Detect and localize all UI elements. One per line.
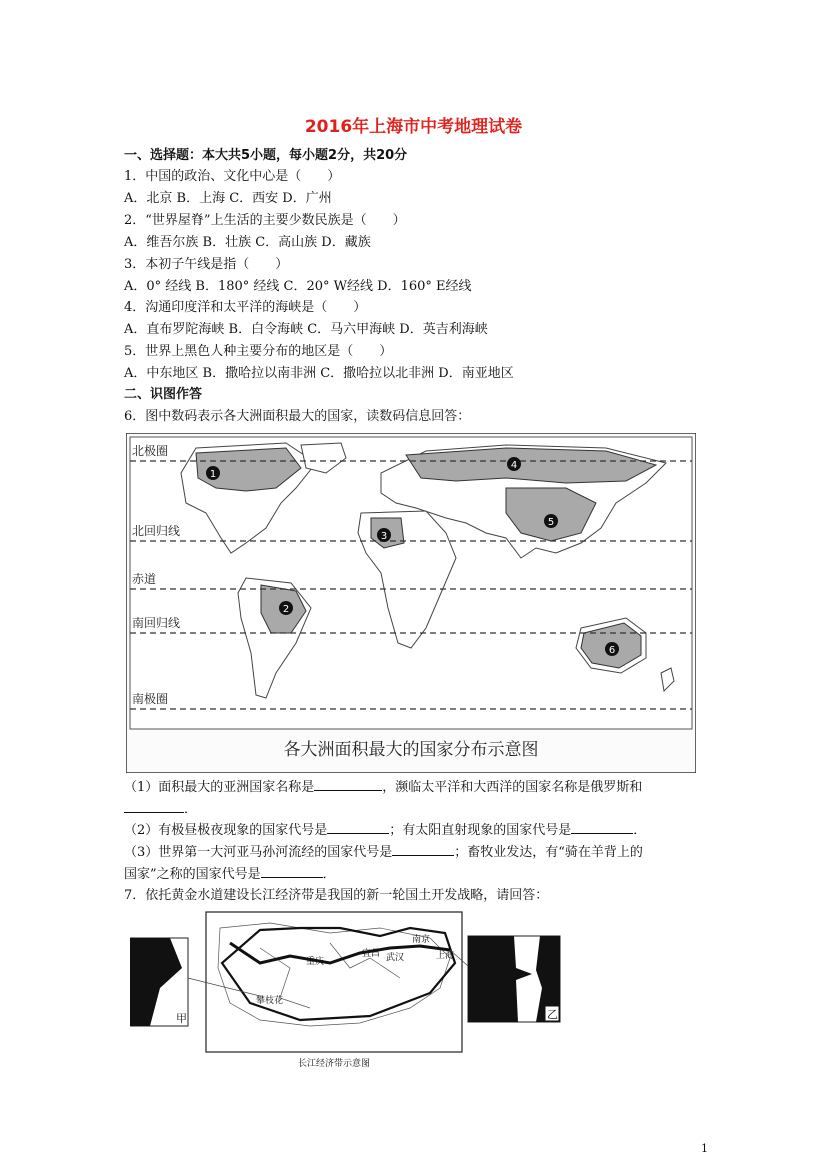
marker-4: 4 bbox=[510, 460, 518, 471]
question-5-options: A．中东地区 B．撒哈拉以南非洲 C．撒哈拉以北非洲 D．南亚地区 bbox=[124, 366, 514, 381]
question-6-3-cont: 国家”之称的国家代号是 ． bbox=[124, 864, 336, 885]
inset-left-label: 甲 bbox=[176, 1012, 187, 1025]
answer-blank-6-1b[interactable] bbox=[124, 799, 184, 813]
marker-5: 5 bbox=[547, 517, 555, 528]
city-chongqing: 重庆 bbox=[306, 957, 325, 967]
question-2: 2．“世界屋脊”上生活的主要少数民族是（ ） bbox=[124, 213, 406, 228]
question-3: 3．本初子午线是指（ ） bbox=[124, 257, 289, 272]
question-4: 4．沟通印度洋和太平洋的海峡是（ ） bbox=[124, 300, 367, 315]
label-antarctic-circle: 南极圈 bbox=[132, 692, 169, 706]
question-5: 5．世界上黑色人种主要分布的地区是（ ） bbox=[124, 344, 393, 359]
label-arctic-circle: 北极圈 bbox=[132, 444, 169, 458]
city-wuhan: 武汉 bbox=[386, 953, 405, 963]
question-1: 1．中国的政治、文化中心是（ ） bbox=[124, 169, 341, 184]
question-6-1-cont: ． bbox=[124, 799, 197, 820]
marker-2: 2 bbox=[282, 604, 290, 615]
inset-right-label: 乙 bbox=[547, 1008, 558, 1021]
marker-6: 6 bbox=[608, 645, 616, 656]
question-6: 6．图中数码表示各大洲面积最大的国家，读数码信息回答： bbox=[124, 409, 471, 424]
city-nanjing: 南京 bbox=[412, 935, 431, 945]
question-4-options: A．直布罗陀海峡 B．白令海峡 C．马六甲海峡 D．英吉利海峡 bbox=[124, 322, 488, 337]
yangtze-belt-figure bbox=[130, 908, 600, 1072]
answer-blank-6-3b[interactable] bbox=[261, 864, 323, 878]
question-6-2: （2）有极昼极夜现象的国家代号是 ；有太阳直射现象的国家代号是 ． bbox=[124, 820, 646, 841]
question-1-options: A．北京 B．上海 C．西安 D．广州 bbox=[124, 191, 332, 206]
question-2-options: A．维吾尔族 B．壮族 C．高山族 D．藏族 bbox=[124, 235, 371, 250]
map-caption: 各大洲面积最大的国家分布示意图 bbox=[283, 740, 539, 760]
answer-blank-6-3a[interactable] bbox=[392, 842, 454, 856]
question-7: 7．依托黄金水道建设长江经济带是我国的新一轮国土开发战略，请回答： bbox=[124, 888, 549, 903]
paper-title: 2016年上海市中考地理试卷 bbox=[304, 117, 523, 137]
marker-3: 3 bbox=[380, 531, 388, 542]
city-yichang: 宜昌 bbox=[362, 949, 381, 959]
marker-1: 1 bbox=[209, 469, 217, 480]
answer-blank-6-1a[interactable] bbox=[314, 777, 382, 791]
city-panzhihua: 攀枝花 bbox=[256, 996, 284, 1006]
answer-blank-6-2a[interactable] bbox=[327, 820, 389, 834]
question-3-options: A．0° 经线 B．180° 经线 C．20° W经线 D．160° E经线 bbox=[124, 279, 472, 294]
page-number: 1 bbox=[701, 1142, 708, 1155]
city-shanghai: 上海 bbox=[436, 951, 455, 961]
section-2-heading: 二、识图作答 bbox=[124, 387, 203, 402]
label-equator: 赤道 bbox=[132, 572, 157, 586]
section-1-heading: 一、选择题：本大共5小题，每小题2分，共20分 bbox=[124, 148, 408, 163]
yangtze-caption: 长江经济带示意图 bbox=[297, 1059, 371, 1069]
question-6-1: （1）面积最大的亚洲国家名称是 ，濒临太平洋和大西洋的国家名称是俄罗斯和 bbox=[124, 777, 642, 798]
label-tropic-capricorn: 南回归线 bbox=[132, 616, 181, 630]
answer-blank-6-2b[interactable] bbox=[571, 820, 633, 834]
question-6-3: （3）世界第一大河亚马孙河流经的国家代号是 ；畜牧业发达，有“骑在羊背上的 bbox=[124, 842, 643, 863]
world-map-figure bbox=[126, 433, 696, 773]
label-tropic-cancer: 北回归线 bbox=[132, 524, 181, 538]
